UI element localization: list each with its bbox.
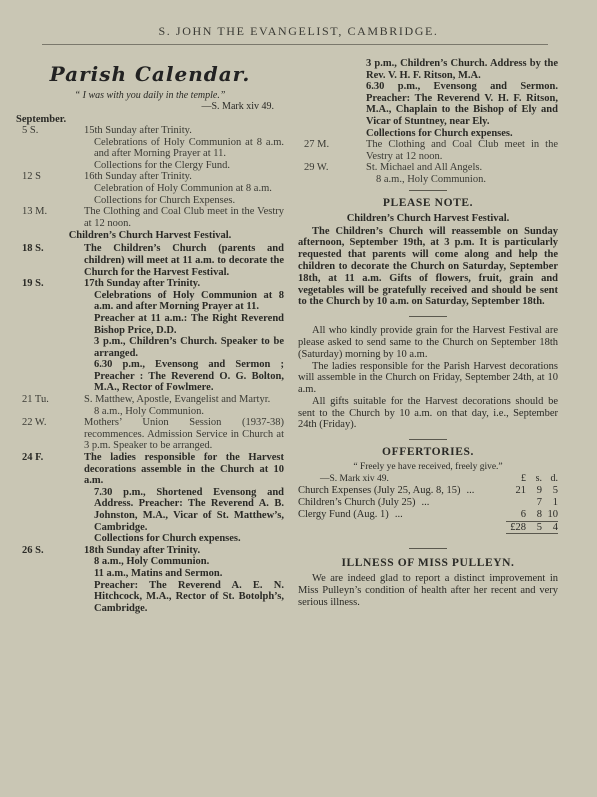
grain-paragraph: All who kindly provide grain for the Harvest Festival are please asked to send same to the Church on September 18th (Saturday) morning by 10 a.m. <box>298 325 558 360</box>
entry-line: Celebrations of Holy Communion at 8 a.m. and after Morning Prayer at 11. <box>94 289 284 313</box>
calendar-entry <box>16 452 284 545</box>
please-note-paragraph: The Children’s Church will reassemble on Sunday afternoon, September 19th, at 3 p.m. It is particularly requested that parents will come along and help the children to decorate the Church on Saturday, September 18th, at 11 a.m. Gifts of flowers, fruit, grain and vegetables will be gratefully received and should be sent to the Church by 10 a.m. on Saturday, September 18th. <box>298 225 558 308</box>
header-divider <box>42 44 548 45</box>
right-column <box>298 58 558 609</box>
total-pounds: £28 <box>510 521 526 533</box>
entry-line: 8 a.m., Holy Communion. <box>94 556 210 568</box>
entry-line: Celebrations of Holy Communion at 8 a.m. and after Morning Prayer at 11. <box>94 136 284 160</box>
shillings-header: s. <box>535 473 542 485</box>
offertories-total-row <box>298 522 558 534</box>
calendar-entry <box>298 162 558 185</box>
entry-line: 18th Sunday after Trinity. <box>84 544 201 556</box>
calendar-entry <box>16 243 284 278</box>
calendar-entry <box>16 394 284 417</box>
offertory-row <box>298 485 558 497</box>
offertory-pounds: 21 <box>515 485 526 497</box>
entry-day: 27 M. <box>304 139 330 151</box>
divider <box>409 316 447 317</box>
entry-line: The Clothing and Coal Club meet in the Vestry at 12 noon. <box>84 206 284 229</box>
entry-day: 12 S <box>22 171 41 183</box>
entry-day: 21 Tu. <box>22 394 49 406</box>
offertories-quote: “ Freely ye have received, freely give.” <box>353 462 503 473</box>
harvest-festival-heading: Children’s Church Harvest Festival. <box>68 230 232 242</box>
calendar-entry <box>16 417 284 452</box>
entry-line: 3 p.m., Children’s Church. Address by the Rev. V. H. F. Ritson, M.A. <box>366 58 558 81</box>
offertories-heading: OFFERTORIES. <box>382 446 474 459</box>
entry-line: The ladies responsible for the Harvest decorations assemble in the Church at 10 a.m. <box>84 452 284 487</box>
divider <box>409 548 447 549</box>
left-column <box>16 58 284 614</box>
calendar-entries-end <box>298 139 558 185</box>
illness-heading: ILLNESS OF MISS PULLEYN. <box>341 557 515 570</box>
offertory-pence: 1 <box>552 497 558 509</box>
please-note-subheading: Children’s Church Harvest Festival. <box>346 212 510 224</box>
pounds-header: £ <box>521 473 526 485</box>
entry-line: 17th Sunday after Trinity. <box>84 278 201 290</box>
entry-day: 5 S. <box>22 125 39 136</box>
divider <box>409 190 447 191</box>
page-header: S. JOHN THE EVANGELIST, CAMBRIDGE. <box>158 24 439 38</box>
entry-line: Preacher: The Reverend A. E. N. Hitchcock, M.A., Rector of St. Botolph’s, Cambridge. <box>94 579 284 614</box>
gifts-paragraph: All gifts suitable for the Harvest decorations should be sent to the Church by 10 a.m. on that day, i.e., September 24th (Friday). <box>298 395 558 431</box>
entry-line: 3 p.m., Children’s Church. Speaker to be arranged. <box>94 336 284 359</box>
entry-day: 29 W. <box>304 162 329 174</box>
offertory-pence: 10 <box>547 508 558 520</box>
entry-line: 11 a.m., Matins and Sermon. <box>94 567 223 579</box>
entry-day: 22 W. <box>22 417 47 429</box>
entry-day: 26 S. <box>22 544 44 556</box>
calendar-quote: “ I was with you daily in the temple.” <box>74 90 226 101</box>
calendar-continued <box>298 58 558 139</box>
entry-line: 7.30 p.m., Shortened Evensong and Address. Preacher: The Reverend A. B. Johnston, M.A., Vicar of St. Matthew’s, Cambridge. <box>94 486 284 533</box>
total-pence: 4 <box>552 521 558 533</box>
entry-day: 18 S. <box>22 243 44 255</box>
offertory-shillings: 7 <box>536 497 542 509</box>
entry-line: Collections for the Clergy Fund. <box>94 159 231 171</box>
offertory-label: Church Expenses (July 25, Aug. 8, 15) ... <box>298 485 475 497</box>
entry-line: Mothers’ Union Session (1937-38) recommences. Admission Service in Church at 3 p.m. Speaker to be arranged. <box>84 417 284 452</box>
offertory-shillings: 8 <box>536 508 542 520</box>
calendar-entry <box>16 545 284 615</box>
entry-line: 6.30 p.m., Evensong and Sermon ; Preacher : The Reverend O. G. Bolton, M.A., Rector of Fowlmere. <box>94 359 284 394</box>
entry-line: 8 a.m., Holy Communion. <box>376 173 486 185</box>
total-rule <box>506 534 558 535</box>
entry-line: Preacher at 11 a.m.: The Right Reverend Bishop Price, D.D. <box>94 312 284 336</box>
calendar-quote-source: —S. Mark xiv 49. <box>201 101 274 112</box>
entry-line: The Clothing and Coal Club meet in the Vestry at 12 noon. <box>366 139 558 162</box>
offertory-shillings: 9 <box>536 485 542 497</box>
calendar-entry <box>16 206 284 229</box>
decorations-paragraph: The ladies responsible for the Parish Harvest decorations will assemble in the Church on Friday, September 24th, at 10 a.m. <box>298 360 558 396</box>
offertory-row <box>298 509 558 521</box>
entry-line: S. Matthew, Apostle, Evangelist and Martyr. <box>84 394 271 406</box>
illness-paragraph: We are indeed glad to report a distinct improvement in Miss Pulleyn’s condition of health after her recent and very serious illness. <box>298 573 558 609</box>
entry-day: 24 F. <box>22 452 44 464</box>
entry-line: 15th Sunday after Trinity. <box>84 125 192 136</box>
pence-header: d. <box>550 473 558 485</box>
entry-line: 6.30 p.m., Evensong and Sermon. Preacher: The Reverend V. H. F. Ritson, M.A., Chaplain to the Bishop of Ely and Vicar of Stuntney, near Ely. <box>366 81 558 127</box>
entry-line: St. Michael and All Angels. <box>366 162 483 174</box>
entry-day: 13 M. <box>22 206 48 218</box>
calendar-entry <box>16 278 284 394</box>
calendar-title: Parish Calendar. <box>49 62 251 86</box>
offertory-label: Children’s Church (July 25) ... <box>298 497 430 509</box>
entry-day: 19 S. <box>22 278 44 290</box>
offertories-table <box>298 473 558 534</box>
offertories-quote-source: —S. Mark xiv 49. <box>320 474 389 485</box>
divider <box>409 439 447 440</box>
calendar-entry <box>16 171 284 206</box>
calendar-entries-late <box>16 243 284 614</box>
entry-line: Collections for Church expenses. <box>94 533 241 545</box>
entry-line: 8 a.m., Holy Communion. <box>94 405 204 417</box>
calendar-entry <box>298 139 558 162</box>
entry-line: 16th Sunday after Trinity. <box>84 171 192 183</box>
entry-line: Collections for Church Expenses. <box>94 194 236 206</box>
entry-line: Collections for Church expenses. <box>366 127 513 139</box>
calendar-entries-early <box>16 125 284 229</box>
entry-line: Celebration of Holy Communion at 8 a.m. <box>94 182 272 194</box>
offertory-pounds <box>506 497 526 509</box>
offertory-pounds: 6 <box>520 508 526 520</box>
month-heading: September. <box>16 114 67 125</box>
total-shillings: 5 <box>536 521 542 533</box>
offertory-row <box>298 497 558 509</box>
offertory-label: Clergy Fund (Aug. 1) ... <box>298 509 403 521</box>
calendar-entry <box>16 125 284 171</box>
please-note-heading: PLEASE NOTE. <box>382 196 474 209</box>
entry-line: The Children’s Church (parents and children) will meet at 11 a.m. to decorate the Church for the Harvest Festival. <box>84 243 284 278</box>
offertory-pence: 5 <box>552 485 558 497</box>
